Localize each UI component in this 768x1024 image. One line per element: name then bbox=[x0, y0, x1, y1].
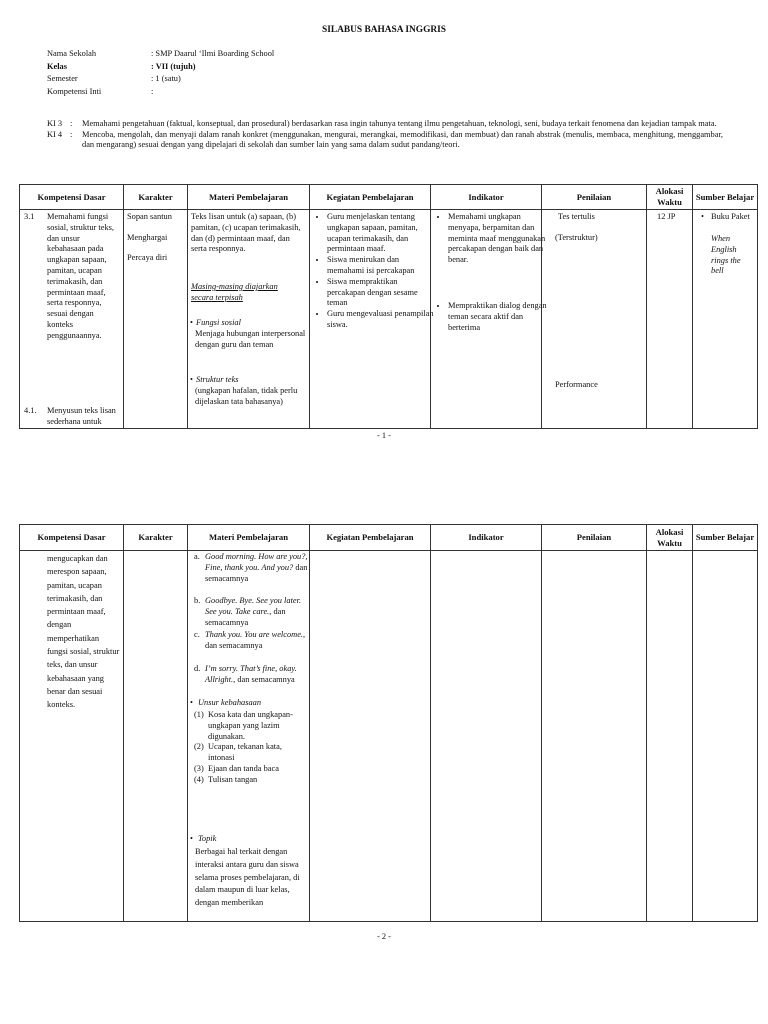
example-letter: a. bbox=[194, 552, 200, 561]
bullet-icon: • bbox=[190, 834, 193, 843]
struktur-label: Struktur teks bbox=[196, 375, 239, 384]
cell-alokasi bbox=[647, 551, 693, 922]
sumber-book-title: When English rings the bell bbox=[711, 234, 741, 276]
cell-kompetensi-dasar bbox=[20, 210, 124, 429]
list-item: (4) Tulisan tangan bbox=[194, 774, 258, 784]
indikator-list bbox=[439, 301, 547, 333]
karakter-item: Menghargai bbox=[127, 233, 168, 242]
header-sumber: Sumber Belajar bbox=[693, 185, 758, 210]
cell-sumber bbox=[693, 210, 758, 429]
list-item: (1) Kosa kata dan ungkapan-ungkapan yang lazim digunakan. bbox=[194, 710, 293, 741]
kd-text: Memahami fungsi sosial, struktur teks, dan unsur kebahasaan pada ungkapan sapaan, pamitan, ucapan terimakasih, dan permintaan maaf, serta responnya, sesuai dengan konteks penggunaannya. bbox=[47, 212, 114, 340]
fungsi-label: Fungsi sosial bbox=[196, 318, 241, 327]
cell-indikator bbox=[431, 551, 542, 922]
header-kompetensi-dasar: Kompetensi Dasar bbox=[20, 525, 124, 551]
header-penilaian: Penilaian bbox=[542, 185, 647, 210]
ki-text: Memahami pengetahuan (faktual, konseptual, dan prosedural) berdasarkan rasa ingin tahunya tentang ilmu pengetahuan, teknologi, seni, budaya terkait fenomena dan kejadian tampak mata. bbox=[82, 119, 717, 128]
example-letter: d. bbox=[194, 664, 201, 673]
list-item: • Memahami ungkapan menyapa, berpamitan dan meminta maaf menggunakan percakapan dengan baik dan benar. bbox=[448, 212, 547, 266]
kd-text: mengucapkan dan merespon sapaan, pamitan, ucapan terimakasih, dan permintaan maaf, dengan memperhatikan fungsi sosial, struktur teks, dan unsur kebahasaan yang benar dan sesuai konteks. bbox=[47, 554, 120, 710]
penilaian-item: Tes tertulis bbox=[558, 212, 595, 221]
cell-alokasi bbox=[647, 210, 693, 429]
info-label: Kelas bbox=[47, 61, 68, 71]
document-title: SILABUS BAHASA INGGRIS bbox=[322, 25, 446, 35]
info-value: : VII (tujuh) bbox=[151, 61, 196, 71]
info-row-school bbox=[47, 48, 274, 61]
ki-4 bbox=[47, 130, 723, 151]
cell-karakter bbox=[124, 551, 188, 922]
ki-colon: : bbox=[70, 129, 73, 139]
kompetensi-inti bbox=[47, 119, 723, 151]
indikator-list bbox=[439, 212, 547, 266]
topik-text: Berbagai hal terkait dengan interaksi antara guru dan siswa selama proses pembelajaran, di dalam maupun di luar kelas, dengan memberikan bbox=[195, 847, 300, 908]
cell-penilaian bbox=[542, 551, 647, 922]
struktur-text: (ungkapan hafalan, tidak perlu dijelaskan tata bahasanya) bbox=[195, 386, 298, 406]
example-phrase: Goodbye. Bye. See you later. See you. Take care. bbox=[205, 596, 302, 616]
bullet-icon: • bbox=[701, 212, 704, 221]
example-rest: , dan semacamnya bbox=[205, 630, 306, 650]
header-alokasi: Alokasi Waktu bbox=[647, 525, 693, 551]
header-sumber: Sumber Belajar bbox=[693, 525, 758, 551]
alokasi-waktu: 12 JP bbox=[657, 212, 676, 221]
header-karakter: Karakter bbox=[124, 525, 188, 551]
cell-sumber bbox=[693, 551, 758, 922]
info-label: Semester bbox=[47, 74, 78, 83]
header-materi: Materi Pembelajaran bbox=[188, 525, 310, 551]
table-header-row bbox=[20, 185, 758, 210]
info-value: : SMP Daarul ‘Ilmi Boarding School bbox=[151, 49, 275, 58]
karakter-item: Percaya diri bbox=[127, 253, 168, 262]
header-karakter: Karakter bbox=[124, 185, 188, 210]
cell-kegiatan bbox=[310, 210, 434, 429]
info-value: : 1 (satu) bbox=[151, 74, 181, 83]
page-number: - 1 - bbox=[377, 431, 391, 440]
info-label: Kompetensi Inti bbox=[47, 86, 102, 96]
example-c bbox=[194, 630, 308, 652]
materi-subheading: Masing-masing diajarkan secara terpisah bbox=[191, 282, 278, 302]
cell-materi bbox=[188, 551, 310, 922]
cell-karakter bbox=[124, 210, 188, 429]
penilaian-item: Performance bbox=[555, 380, 598, 389]
ki-3 bbox=[47, 119, 723, 130]
header-kompetensi-dasar: Kompetensi Dasar bbox=[20, 185, 124, 210]
info-row-ki bbox=[47, 86, 274, 99]
example-a bbox=[194, 552, 308, 584]
list-item: (2) Ucapan, tekanan kata, intonasi bbox=[194, 742, 282, 763]
info-row-class bbox=[47, 61, 274, 74]
header-alokasi: Alokasi Waktu bbox=[647, 185, 693, 210]
bullet-icon: • bbox=[190, 318, 193, 327]
info-label: Nama Sekolah bbox=[47, 49, 97, 58]
kegiatan-list bbox=[318, 212, 435, 331]
example-phrase: I’m sorry. That’s fine, okay. Allright. bbox=[205, 664, 297, 684]
cell-materi bbox=[188, 210, 310, 429]
list-item: • Guru menjelaskan tentang ungkapan sapaan, pamitan, ucapan terimakasih, dan permintaan maaf. bbox=[327, 212, 435, 255]
info-row-semester bbox=[47, 73, 274, 86]
bullet-icon: • bbox=[190, 698, 193, 707]
list-item: • Siswa mempraktikan percakapan dengan sesame teman bbox=[327, 277, 435, 309]
table-header-row bbox=[20, 525, 758, 551]
example-phrase: Thank you. You are welcome. bbox=[205, 630, 304, 639]
ki-code: KI 3 bbox=[47, 119, 63, 128]
example-rest: dan semacamnya bbox=[205, 562, 308, 583]
penilaian-item: (Terstruktur) bbox=[555, 233, 598, 242]
header-kegiatan: Kegiatan Pembelajaran bbox=[310, 525, 431, 551]
ki-colon: : bbox=[70, 119, 73, 128]
unsur-label: Unsur kebahasaan bbox=[198, 698, 262, 707]
header-indikator: Indikator bbox=[431, 185, 542, 210]
info-value: : bbox=[151, 86, 154, 96]
example-phrase: Good morning. How are you?, Fine, thank you. And you? bbox=[205, 552, 308, 572]
cell-penilaian bbox=[542, 210, 647, 429]
header-indikator: Indikator bbox=[431, 525, 542, 551]
kd-number: 3.1 bbox=[24, 212, 35, 221]
example-letter: c. bbox=[194, 630, 200, 639]
example-b bbox=[194, 596, 308, 628]
list-item: (3) Ejaan dan tanda baca bbox=[194, 763, 279, 773]
karakter-item: Sopan santun bbox=[127, 212, 172, 221]
bullet-icon: • bbox=[190, 375, 193, 384]
header-penilaian: Penilaian bbox=[542, 525, 647, 551]
cell-kegiatan bbox=[310, 551, 431, 922]
school-info bbox=[47, 48, 274, 98]
table-row bbox=[20, 551, 758, 922]
ki-code: KI 4 bbox=[47, 129, 63, 139]
syllabus-table-page-1 bbox=[19, 184, 758, 429]
materi-intro: Teks lisan untuk (a) sapaan, (b) pamitan, (c) ucapan terimakasih, dan (d) permintaan maaf, dan serta responnya. bbox=[191, 212, 301, 254]
table-row bbox=[20, 210, 758, 429]
header-kegiatan: Kegiatan Pembelajaran bbox=[310, 185, 431, 210]
syllabus-table-page-2 bbox=[19, 524, 758, 922]
fungsi-text: Menjaga hubungan interpersonal dengan guru dan teman bbox=[195, 329, 306, 349]
example-rest: , dan semacamnya bbox=[205, 606, 286, 627]
kd-number: 4.1. bbox=[24, 406, 37, 415]
example-letter: b. bbox=[194, 596, 201, 605]
example-rest: , dan semacamnya bbox=[233, 674, 295, 684]
list-item: • Mempraktikan dialog dengan teman secara aktif dan berterima bbox=[448, 301, 547, 333]
example-d bbox=[194, 664, 308, 686]
unsur-list bbox=[194, 710, 308, 786]
list-item: • Guru mengevaluasi penampilan siswa. bbox=[327, 309, 435, 331]
header-materi: Materi Pembelajaran bbox=[188, 185, 310, 210]
cell-indikator bbox=[431, 210, 547, 429]
cell-kompetensi-dasar bbox=[20, 551, 124, 922]
topik-label: Topik bbox=[198, 834, 217, 843]
kd-text: Menyusun teks lisan sederhana untuk bbox=[47, 406, 116, 426]
page-number: - 2 - bbox=[377, 932, 391, 941]
list-item: • Siswa menirukan dan memahami isi percakapan bbox=[327, 255, 435, 277]
sumber-item: Buku Paket bbox=[711, 212, 750, 221]
ki-text: Mencoba, mengolah, dan menyaji dalam ranah konkret (menggunakan, mengurai, merangkai, memodifikasi, dan membuat) dan ranah abstrak (menulis, membaca, menghitung, menggambar, dan mengarang) sesuai dengan yang dipelajari di sekolah dan sumber lain yang sama dalam sudut pandang/teori. bbox=[82, 129, 723, 149]
